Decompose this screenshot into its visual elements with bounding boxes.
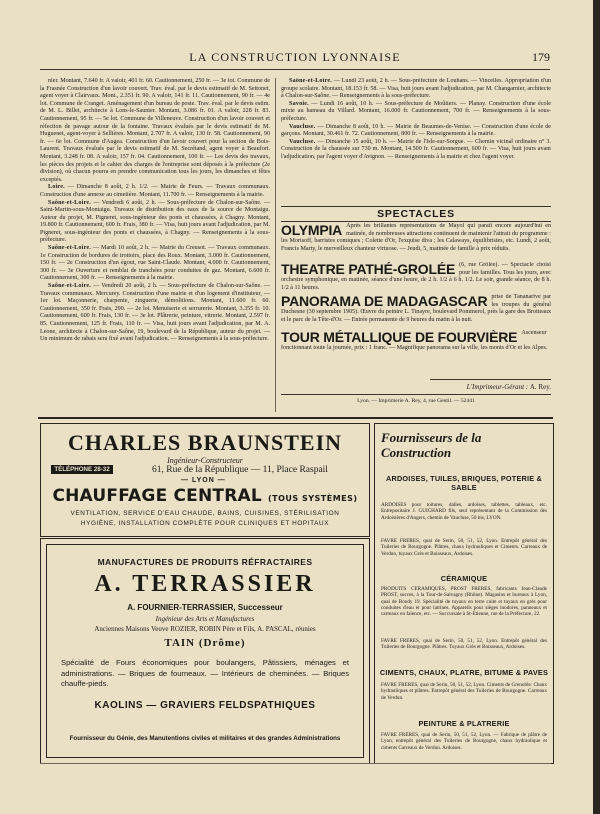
supplier-entry: PRODUITS CÉRAMIQUES, PROST FRÈRES, fabricants Jean-Claude PROST, succes, à la Tour-de-Salvagny (Rhône). Magasins et bureaux à Lyon, quai de Bondy 19. Spécialité de tuyaux en terre cuite et tuyaux en grès pour conduites d'eau et pour latrines. Appareils pour sièges inodores, panneaux et carreaux en faïence, etc. — Succursale à St-Étienne, rue de la Préfecture, 22. [381,586,547,618]
rule [281,394,551,395]
ad-city: — LYON — [181,477,226,484]
section-heading: PEINTURE & PLATRERIE [418,719,510,728]
spectacle-tour-fourviere: TOUR MÉTALLIQUE DE FOURVIÈRE Ascenseur fonctionnant toute la journée, prix : 1 franc. — Magnifique panorama sur la ville, les monts d'Or et les Alpes. [281,330,548,351]
spectacle-panorama: PANORAMA DE MADAGASCAR prise de Tananarive par les troupes du général Duchesne (30 septembre 1905). Œuvre du peintre L. Tinayre, boulevard Pommerol, près la gare des Brotteaux et le parc de la Tête-d'Or. — Entrée permanente de 9 heures du matin à la nuit. [281,294,551,323]
column-divider [275,78,276,412]
section-heading: CÉRAMIQUE [440,574,488,583]
ad-houses: Anciennes Maisons Veuve ROZIER, ROBIN Père et Fils, A. PASCAL, réunies [94,625,316,633]
supplier-entry: FAVRE FRÈRES, quai de Serin, 50, 51, 52, Lyon. — Fabrique de plâtre de Lyon, entrepôt général des Tuileries de Bourgogne, chaux hydraulique et ciments Carreaux de Verdun. Ardoises. [381,732,547,751]
supplier-entry: FAVRE FRÈRES, quai de Serin, 50, 51, 52, Lyon. Entrepôt général des Tuileries de Bourgogne. Plâtres, chaux hydrauliques et Ciments. Carreaux de Verdun, tuyaux Grès et Boisseaux, Ardoises. [381,538,547,557]
ad-terrassier [40,538,370,764]
right-column-notices [281,78,551,206]
ad-title: Ingénieur-Constructeur [167,456,243,465]
ad-fournisseurs-title: Fournisseurs de la Construction [381,430,482,460]
section-heading: CIMENTS, CHAUX, PLATRE, BITUME & PAVES [379,668,549,677]
supplier-entry: FAVRE FRÈRES, quai de Serin, 50, 51, 52, Lyon. Entrepôt général des Tuileries de Bourgogne. Plâtres. Tuyaux Grès et Boisseaux, Ardoises. [381,638,547,651]
spectacle-olympia: OLYMPIA Après les brillantes représentations de Mayol qui paraît encore aujourd'hui en matinée, de nombreuses attractions continuent de maintenir l'attrait du programme : les Morisoff, barristes comiques ; Colette d'Or, l'exquise diva ; les Calaways, équilibristes, etc. Lundi, 2 août, Francis Marty, le merveilleux chanteur virtuose. — Jeudi, 5, matinée de famille à prix réduits. [281,223,551,252]
page-edge [593,0,600,814]
ad-place: TAIN (Drôme) [164,637,246,649]
bottom-rule [40,763,551,764]
ad-kaolins: KAOLINS — GRAVIERS FELDSPATHIQUES [94,700,316,711]
ad-category: MANUFACTURES DE PRODUITS RÉFRACTAIRES [97,557,313,567]
printer-line: Lyon. — Imprimerie A. Rey, 4, rue Gentil. — 52441 [357,398,475,404]
spectacles-heading: SPECTACLES [281,206,551,222]
page-header [40,49,550,70]
notice-paragraph: Vaucluse. — Dimanche 15 août, 10 h. — Mairie de l'Isle-sur-Sorgue. — Chemin vicinal ordinaire n° 3. Construction de la chaussée sur 730 m. Montant, 14.500 fr. Cautionnement, 600 fr. — Visa, huit jours avant l'adjudication, par l'agent voyer d'Avignon. — Renseignements à la mairie et chez l'agent voyer. [281,138,551,160]
ad-specialty: Spécialité de Fours économiques pour boulangers, Pâtissiers, ménages et administrations. — Briques de fourneaux. — Intérieurs de cheminées. — Briques chauffe-pieds. [61,658,349,688]
ad-title: Ingénieur des Arts et Manufactures [155,615,255,623]
section-heading: ARDOISES, TUILES, BRIQUES, POTERIE & SABLE [386,474,542,492]
notice-paragraph: Savoie. — Lundi 16 août, 10 h. — Sous-préfecture de Moûtiers. — Planay. Construction d'une école mixte au hameau du Villard. Montant, 16.000 fr. Cautionnement, 700 fr. — Renseignements à la sous-préfecture. [281,100,551,122]
supplier-entry: FAVRE FRÈRES, quai de Serin, 50, 51, 52, Lyon. Ciments de Grenoble. Chaux hydrauliques et plâtres. Entrepôt général des Tuileries de Bourgogne. Carreaux de Verdun. [381,682,547,701]
ad-footer: Fournisseur du Génie, des Manutentions civiles et militaires et des grandes Administrations [69,735,341,742]
ad-company-name: CHARLES BRAUNSTEIN [67,430,343,455]
spectacle-pathe-grolee: THEATRE PATHÉ-GROLÉE (6, rue Grôlée). — Spectacle choisi pour les familles. Tous les jours, avec orchestre symphonique, en matinée, séance d'une heure, de 2 h. 1/2 à 6 h. 1/2. Le soir, grande séance, de 8 h. 1/2 à 11 heures. [281,262,551,291]
notice-paragraph: nier. Montant, 7.640 fr. A valoir, 401 fr. 60. Cautionnement, 250 fr. — 3e lot. Commune de la Frasnée Construction d'un lavoir couvert. Trav. éval. par le devis estimatif de M. Settonet, agent voyer à Clairvaux. Mont., 2.351 fr. 90. A valoir, 141 fr. 11. Cautionnement, 90 fr. — 4e lot. Commune de Cranget. Aménagement d'un bureau de poste. Trav. éval. par le devis estim. de M. L. Billet, architecte à Lons-le-Saunier. Montant, 3.086 fr. 01. A valoir, 228 fr. 83. Cautionnement, 95 fr. — 5e lot. Commune de Villeneuve. Construction d'un lavoir couvert et réfection de pavage autour de la fontaine. Travaux évalués par le devis estimatif de M. Huguenet, agent-voyer à Sellières. Montant, 2.707 fr. A valoir, 130 fr. 58. Cautionnement, 90 fr. — 6e lot. Commune d'Augea. Construction d'un lavoir couvert pour la section de Bois-Laurent. Travaux évalués par le devis estimatif de M. Secrétand, agent voyer à Beaufort. Montant, 3.248 fr. 08. A valoir, 157 fr. 04. Cautionnement, 100 fr. — Les devis des travaux, les pièces des projets et le cahier des charges de l'entreprise sont déposés à la préfecture (2e division), où chacun pourra en prendre communication tous les jours, les dimanches et fêtes exceptés. [40,78,270,183]
ad-telephone: TÉLÉPHONE 28-32 [51,465,113,474]
notice-paragraph: Saône-et-Loire. — Mardi 10 août, 2 h. — Mairie du Creusot. — Travaux communaux. 1e Construction de bordures de trottoirs, place des Roux. Montant, 3.000 fr. Cautionnement, 150 fr. — 2e Construction d'un égout, rue Saint-Claude. Montant, 4.000 fr. Cautionnement, 300 fr. — 3e Ouverture et remblai de tranchées pour conduites de gaz. Montant, 6.600 fr. Cautionnement, 300 fr. — Renseignements à la mairie. [40,245,270,282]
notice-paragraph: Vaucluse. — Dimanche 8 août, 10 h. — Mairie de Beaumes-de-Venise. — Construction d'une école de garçons. Montant, 30.461 fr. 72. Cautionnement, 800 fr. — Renseignements à la mairie. [281,123,551,138]
journal-title: LA CONSTRUCTION LYONNAISE [189,50,401,64]
ad-company-name: A. TERRASSIER [94,571,316,597]
page-number: 179 [532,50,550,64]
ad-fournisseurs [374,423,554,764]
gerant-name: A. Rey. [529,383,551,391]
notice-paragraph: Saône-et-Loire. — Lundi 23 août, 2 h. — Sous-préfecture de Louhans. — Vincelles. Appropriation d'un groupe scolaire. Montant, 18.153 fr. 58. — Visa, huit jours avant l'adjudication, par M. Changarnier, architecte à Chalon-sur-Saône. — Renseignements à la sous-préfecture. [281,78,551,100]
ad-inner-frame [46,544,364,758]
ad-services-line: HYGIÈNE, INSTALLATION COMPLÈTE POUR CLINIQUES ET HOPITAUX [80,520,330,527]
left-column-notices [40,78,270,412]
gerant-label: L'Imprimeur-Gérant : [466,383,529,391]
notice-paragraph: Loire. — Dimanche 8 août, 2 h. 1/2. — Mairie de Feurs. — Travaux communaux. Construction d'une annexe au cimetière. Montant, 11.700 fr. — Renseignements à la mairie. [40,184,270,198]
imprimeur-gerant [281,383,551,391]
ad-successor: A. FOURNIER-TERRASSIER, Successeur [127,603,283,612]
supplier-entry: ARDOISES pour toitures, dalles, ardoises, tablettes, tableaux, etc. Entrepositaire J. GUICHARD fils, seul représentant de la Commission des Ardoisières d'Angers, chemin de Vaucluse, 50 bis, LYON. [381,502,547,521]
ad-address: 61, Rue de la République — 11, Place Raspail [152,465,328,475]
rule [430,379,551,380]
notice-paragraph: Saône-et-Loire. — Vendredi 6 août, 2 h. — Sous-préfecture de Chalon-sur-Saône. — Saint-Martin-sous-Montaigu. Travaux de distribution des eaux de la source de Montaigu. Auteur du projet, M. Pigneret, sous-ingénieur des ponts et chaussées, à Chagny. Montant, 19.800 fr. Cautionnement, 600 fr. Frais, 380 fr. — Visa, huit jours avant l'adjudication, par M. Pigneret, sous-ingénieur des ponts et chaussées, à Chagny. — Renseignements à la sous-préfecture. [40,199,270,244]
ads-divider [38,417,553,419]
ad-braunstein [40,423,370,537]
ad-services-line: VENTILATION, SERVICE D'EAU CHAUDE, BAINS, CUISINES, STÉRILISATION [70,510,340,517]
ad-headline: CHAUFFAGE CENTRAL (TOUS SYSTÈMES) [52,486,358,506]
notice-paragraph: Saône-et-Loire. — Vendredi 20 août, 2 h. — Sous-préfecture de Chalon-sur-Saône. — Travaux communaux. Mercurey. Construction d'une mairie et d'un logement d'instituteur, — 1er lot. Maçonnerie, charpente, zinguerie, démolitions. Montant, 11.600 fr. 60. Cautionnement, 350 fr. Frais, 290. — 2e lot. Menuiserie et serrurerie. Montant, 3.355 fr. 10. Cautionnement, 600 fr. Frais, 130 fr. — 3e lot. Plâtrerie, peinture, vitrerie. Montant, 2.597 fr. 85. Cautionnement, 125 fr. Frais, 110 fr. — Visa, huit jours avant l'adjudication, par M. A. Leone, architecte à Chalon-sur-Saône, 19, boulevard de la République, auteur du projet. — Un minimum de rabais sera fixé avant l'adjudication. — Renseignements à la sous-préfecture. [40,283,270,343]
